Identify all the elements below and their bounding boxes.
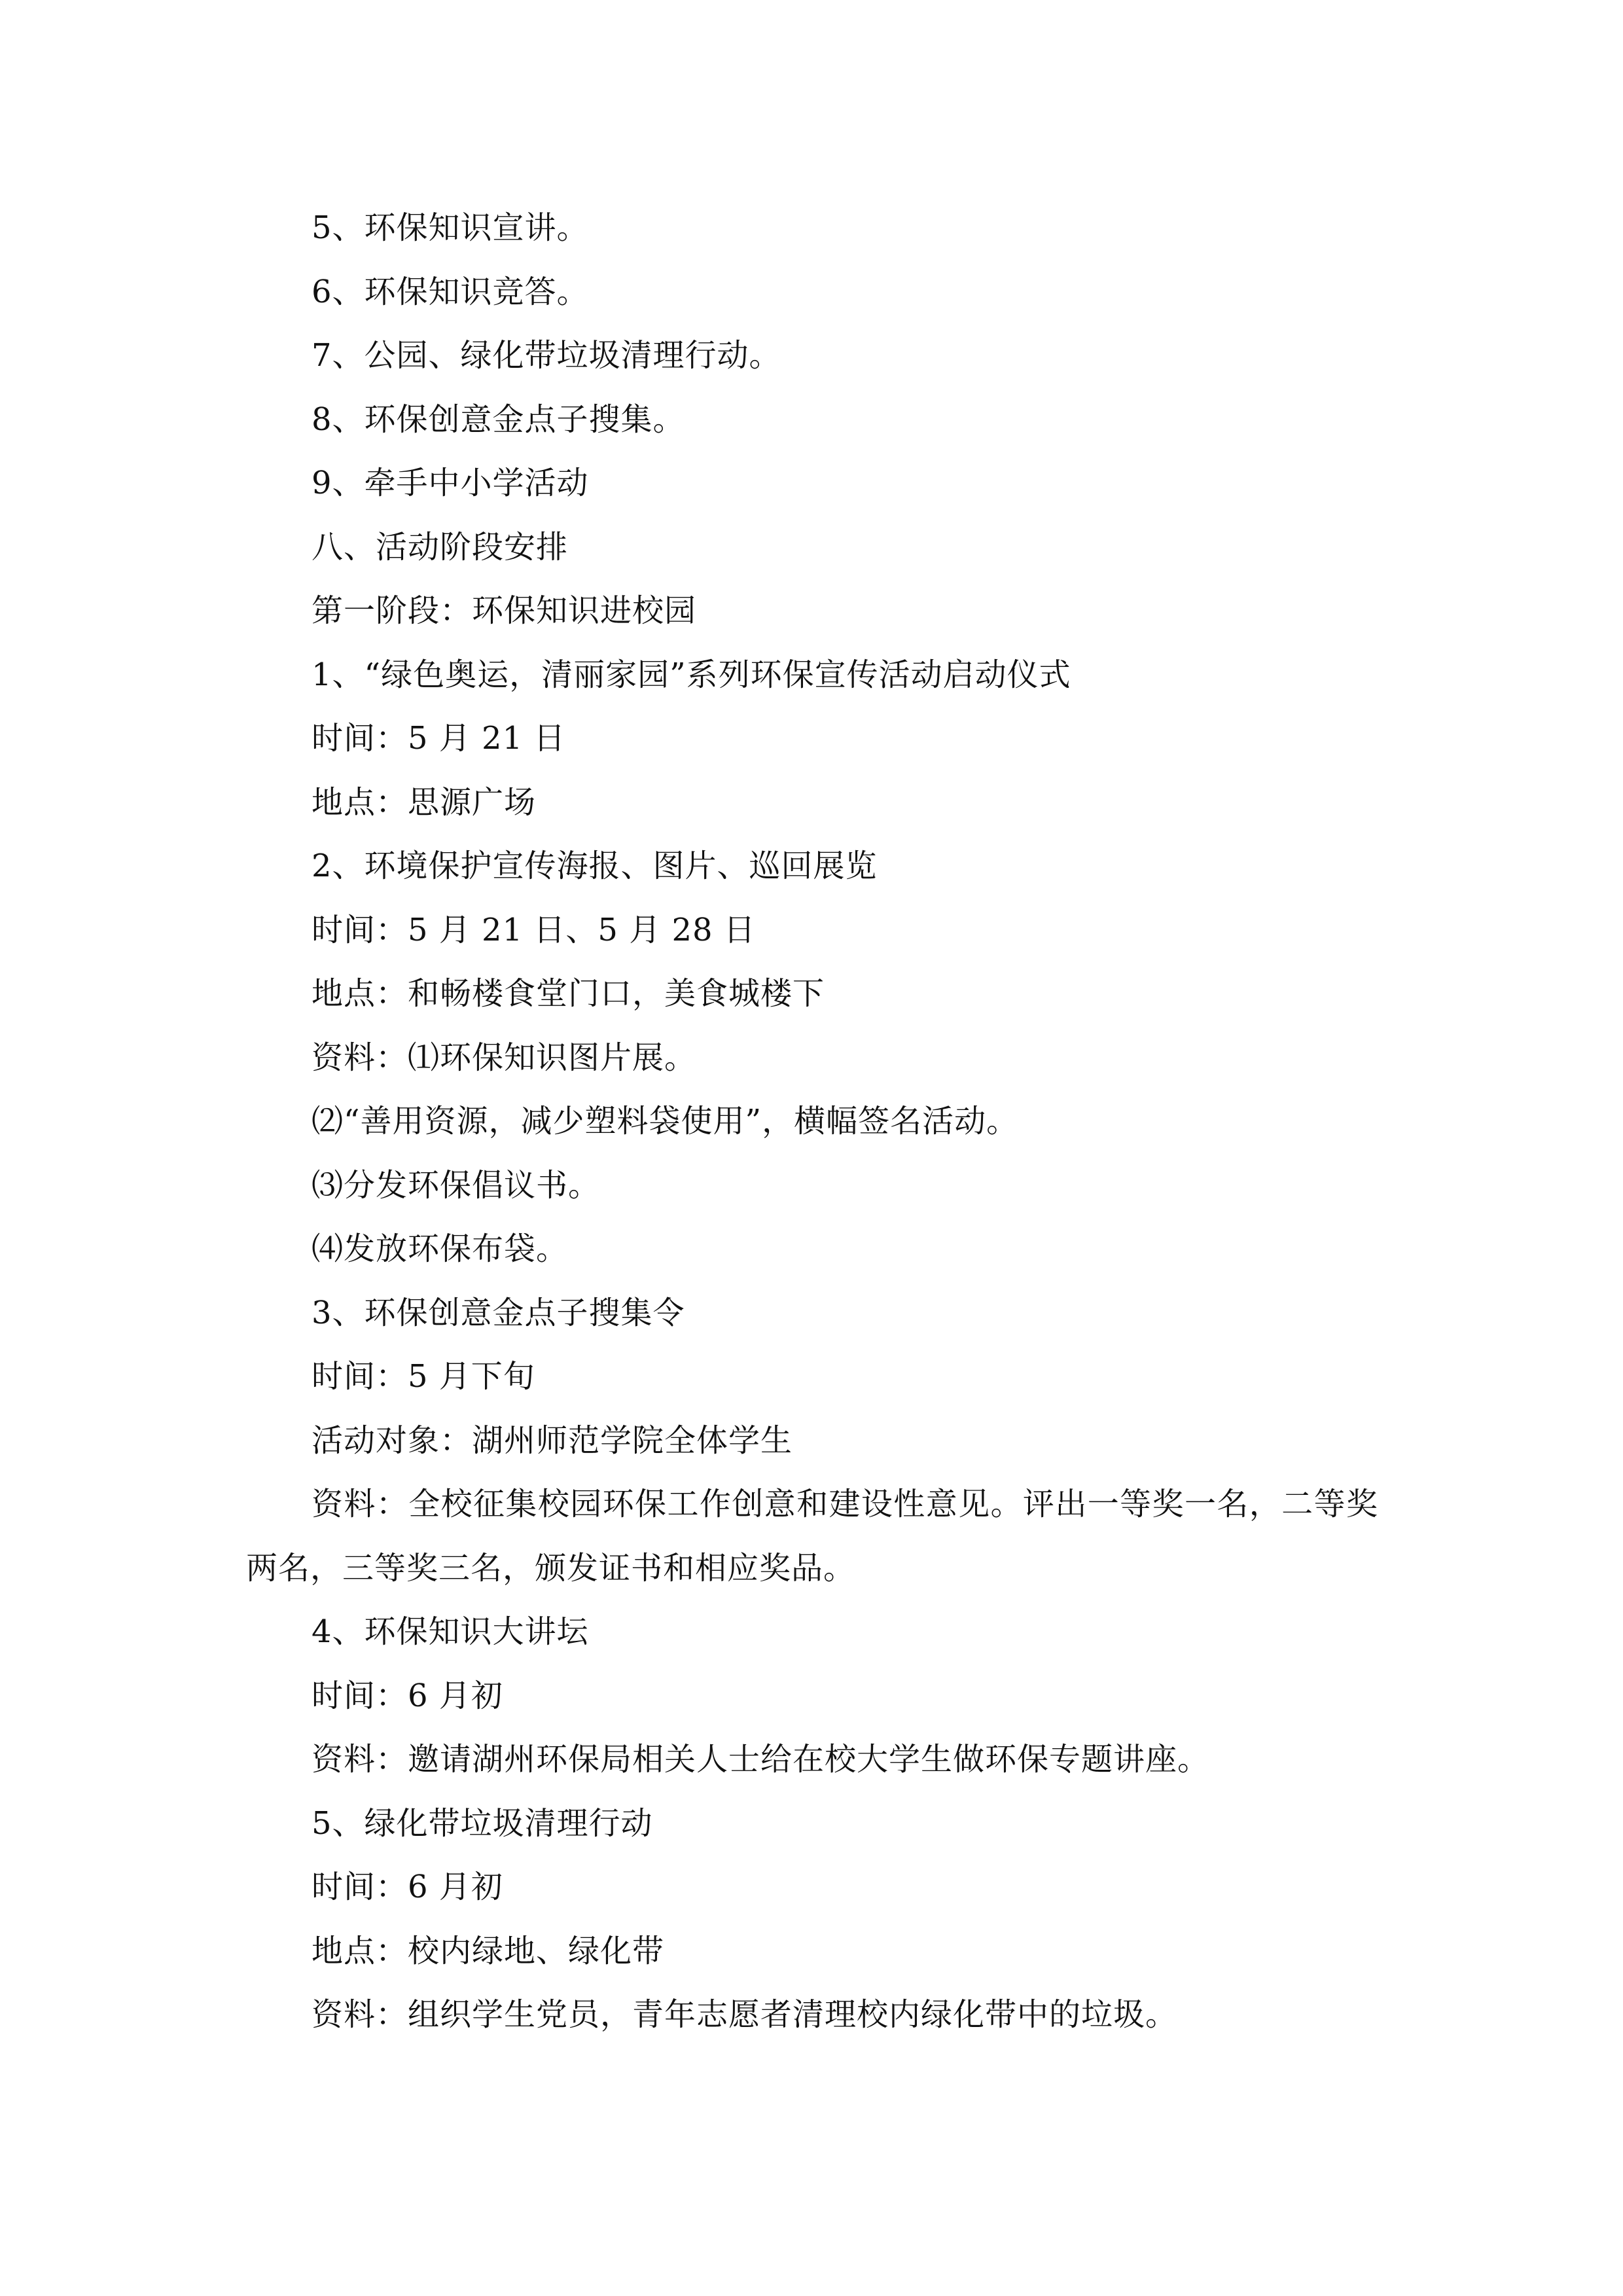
activity-time: 时间：6 月初 bbox=[312, 1677, 503, 1714]
activity-location: 地点：思源广场 bbox=[312, 783, 537, 821]
activity-location: 地点：校内绿地、绿化带 bbox=[312, 1932, 665, 1969]
activity-time: 时间：5 月 21 日 bbox=[312, 720, 566, 757]
list-item: 5、环保知识宣讲。 bbox=[312, 209, 589, 246]
activity-content: ⑷发放环保布袋。 bbox=[312, 1230, 569, 1267]
activity-content-paragraph: 资料：全校征集校园环保工作创意和建设性意见。评出一等奖一名，二等奖两名，三等奖三名，颁发证书和相应奖品。 bbox=[246, 1486, 1378, 1587]
activity-title: 1、“绿色奥运，清丽家园”系列环保宣传活动启动仪式 bbox=[312, 656, 1071, 693]
activity-title: 4、环保知识大讲坛 bbox=[312, 1613, 589, 1650]
activity-title: 3、环保创意金点子搜集令 bbox=[312, 1294, 685, 1331]
activity-location: 地点：和畅楼食堂门口，美食城楼下 bbox=[312, 975, 825, 1012]
list-item: 8、环保创意金点子搜集。 bbox=[312, 401, 685, 438]
activity-time: 时间：5 月 21 日、5 月 28 日 bbox=[312, 911, 756, 948]
activity-title: 2、环境保护宣传海报、图片、巡回展览 bbox=[312, 848, 878, 884]
list-item: 7、公园、绿化带垃圾清理行动。 bbox=[312, 337, 781, 374]
document-body bbox=[246, 196, 1378, 2047]
stage-heading: 第一阶段：环保知识进校园 bbox=[312, 592, 697, 629]
activity-content: 资料：⑴环保知识图片展。 bbox=[312, 1039, 697, 1076]
activity-content: 资料：组织学生党员，青年志愿者清理校内绿化带中的垃圾。 bbox=[312, 1996, 1178, 2033]
activity-time: 时间：6 月初 bbox=[312, 1869, 503, 1905]
list-item: 6、环保知识竞答。 bbox=[312, 273, 589, 310]
activity-content: ⑶分发环保倡议书。 bbox=[312, 1166, 601, 1204]
section-heading: 八、活动阶段安排 bbox=[312, 528, 569, 565]
activity-title: 5、绿化带垃圾清理行动 bbox=[312, 1804, 653, 1842]
activity-target: 活动对象：湖州师范学院全体学生 bbox=[312, 1422, 793, 1459]
activity-content: ⑵“善用资源，减少塑料袋使用”，横幅签名活动。 bbox=[312, 1103, 1019, 1139]
list-item: 9、牵手中小学活动 bbox=[312, 465, 589, 501]
activity-time: 时间：5 月下旬 bbox=[312, 1358, 535, 1395]
activity-content: 资料：邀请湖州环保局相关人士给在校大学生做环保专题讲座。 bbox=[312, 1741, 1210, 1778]
